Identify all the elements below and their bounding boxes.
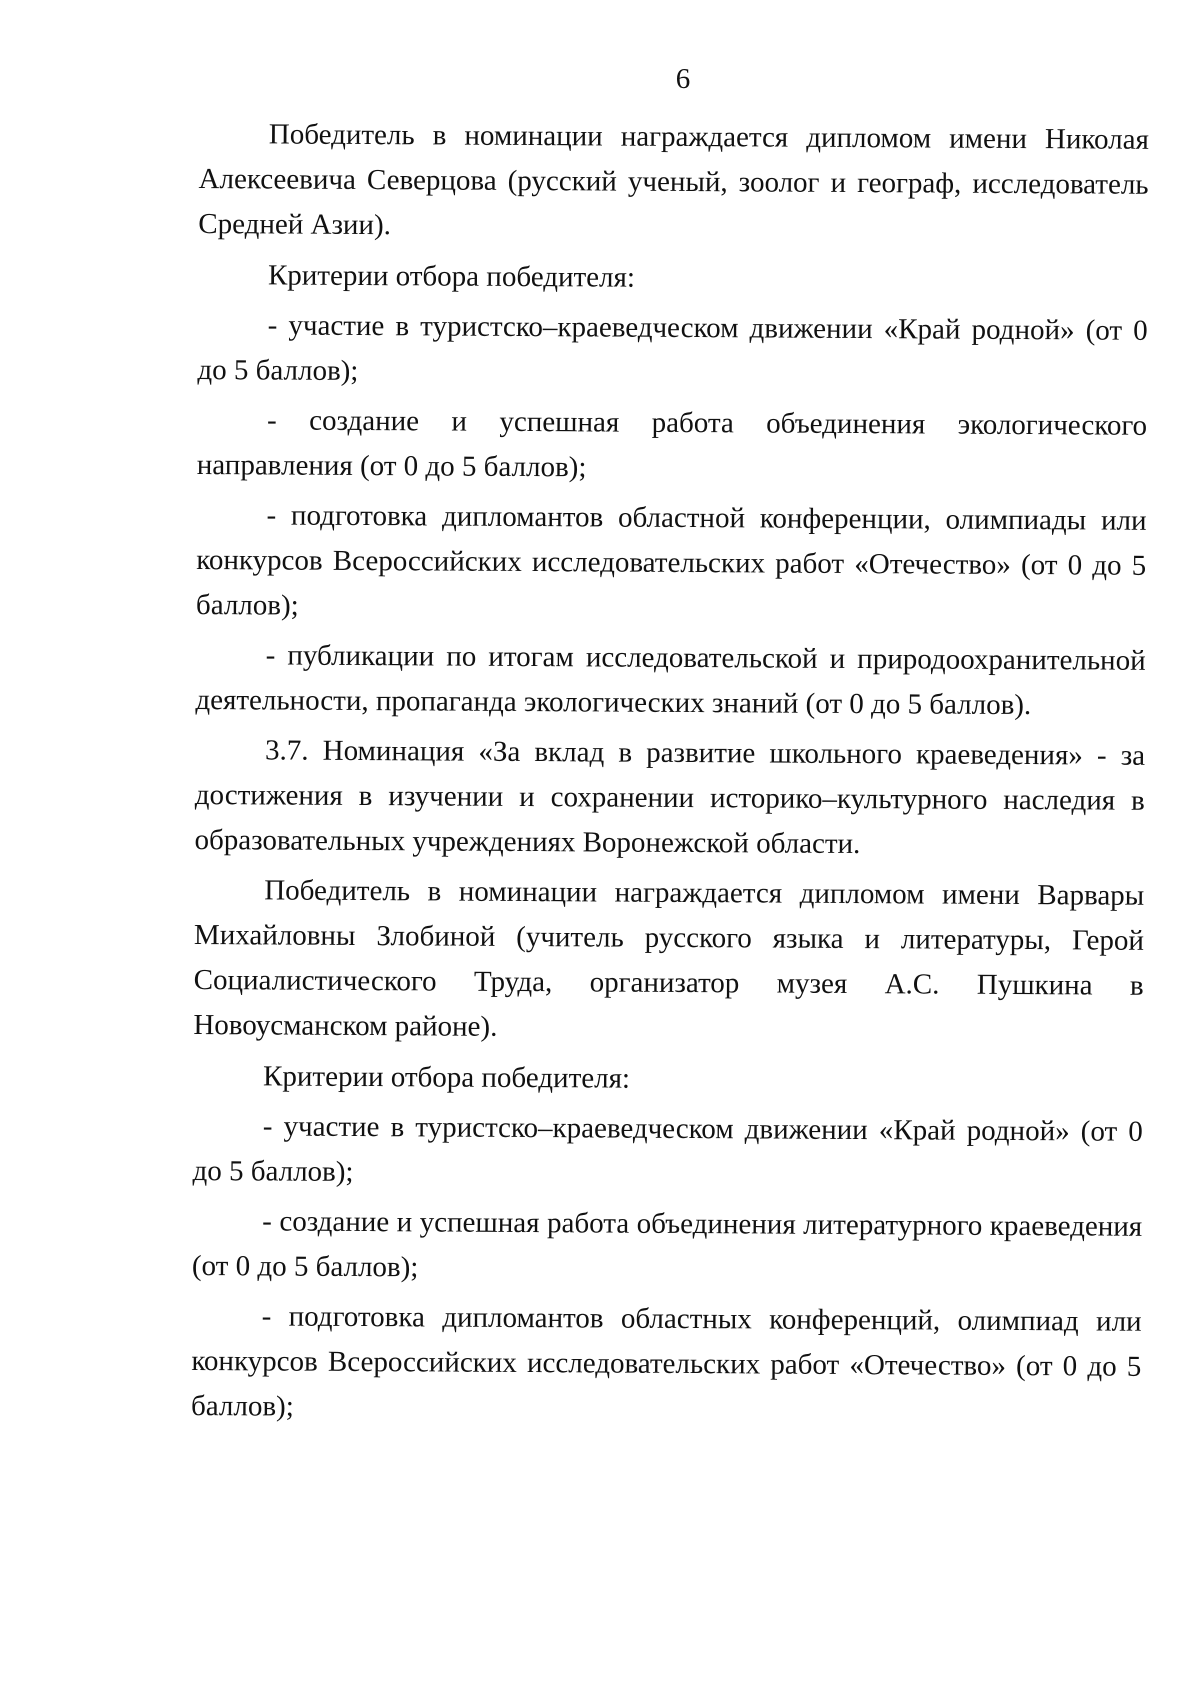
paragraph-criteria-heading-2: Критерии отбора победителя: — [263, 1060, 631, 1095]
paragraph-criterion-diploma-winners-2: - подготовка дипломантов областных конференций, олимпиад или конкурсов Всероссийских исследовательских работ «Отечество» (от 0 до 5 баллов); — [190, 1300, 1142, 1423]
paragraph-criterion-ecology-association: - создание и успешная работа объединения экологического направления (от 0 до 5 баллов); — [196, 404, 1148, 484]
paragraph-criterion-publications: - публикации по итогам исследовательской и природоохранительной деятельности, пропаганда экологических знаний (от 0 до 5 баллов). — [195, 639, 1146, 722]
paragraph-nomination-3-7: 3.7. Номинация «За вклад в развитие школьного краеведения» - за достижения в изучении и сохранении историко–культурного наследия в образовательных учреждениях Воронежской области. — [194, 734, 1146, 861]
paragraph-criterion-literary-association: - создание и успешная работа объединения литературного краеведения (от 0 до 5 баллов); — [191, 1205, 1143, 1284]
paragraph-zlobina-diploma: Победитель в номинации награждается дипломом имени Варвары Михайловны Злобиной (учитель русского языка и литературы, Герой Социалистического Труда, организатор музея А.С. Пушкина в Новоусманском районе). — [193, 874, 1145, 1043]
paragraph-criterion-tourism: - участие в туристско–краеведческом движении «Край родной» (от 0 до 5 баллов); — [197, 309, 1148, 387]
paragraph-severtsov-diploma: Победитель в номинации награждается дипломом имени Николая Алексеевича Северцова (русский ученый, зоолог и географ, исследователь Средней Азии). — [198, 118, 1149, 242]
paragraph-criteria-heading: Критерии отбора победителя: — [267, 259, 636, 294]
paragraph-criterion-tourism-2: - участие в туристско–краеведческом движении «Край родной» (от 0 до 5 баллов); — [192, 1110, 1143, 1188]
paragraph-criterion-diploma-winners: - подготовка дипломантов областной конференции, олимпиады или конкурсов Всероссийских исследовательских работ «Отечество» (от 0 до 5 баллов); — [195, 499, 1147, 622]
document-body — [191, 112, 1149, 1435]
page-number: 6 — [675, 63, 691, 95]
